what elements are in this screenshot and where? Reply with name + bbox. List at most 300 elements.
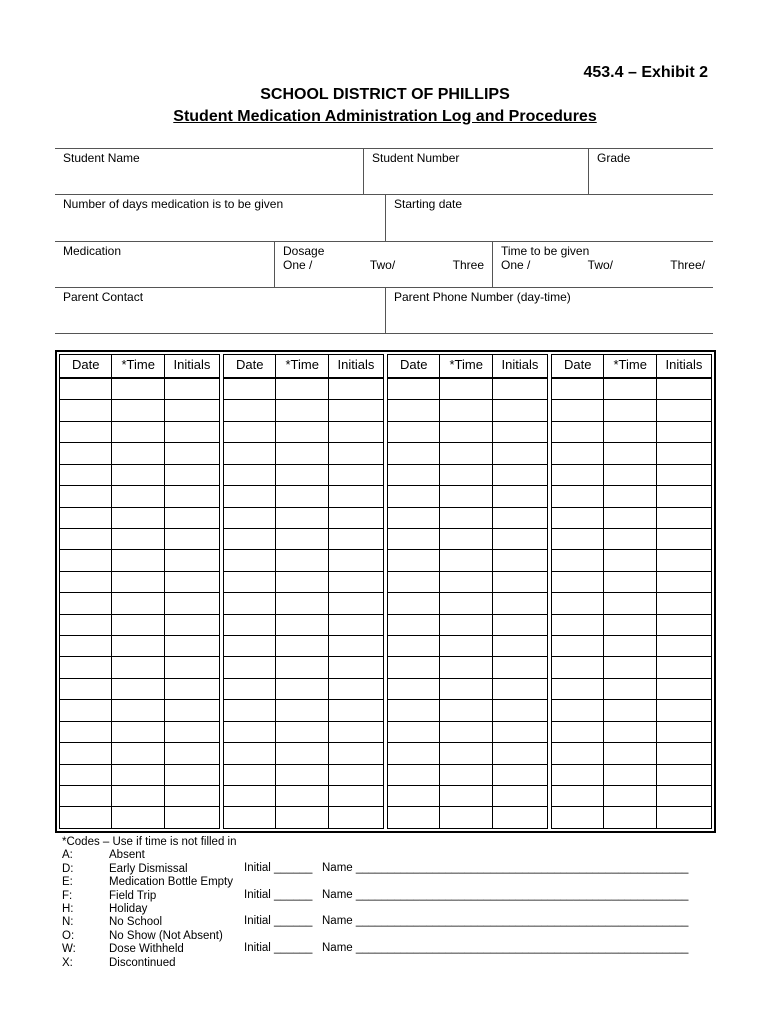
initials-cell[interactable]	[493, 529, 547, 549]
time-cell[interactable]	[604, 636, 656, 656]
initials-cell[interactable]	[165, 700, 219, 720]
time-cell[interactable]	[112, 615, 164, 635]
time-cell[interactable]	[276, 807, 328, 827]
initials-cell[interactable]	[493, 422, 547, 442]
date-cell[interactable]	[388, 765, 440, 785]
date-cell[interactable]	[388, 786, 440, 806]
time-cell[interactable]	[112, 636, 164, 656]
date-cell[interactable]	[388, 379, 440, 399]
date-cell[interactable]	[224, 807, 276, 827]
initials-cell[interactable]	[165, 572, 219, 592]
initials-cell[interactable]	[657, 422, 711, 442]
time-cell[interactable]	[440, 786, 492, 806]
code-letter: H:	[62, 903, 74, 916]
initials-cell[interactable]	[657, 807, 711, 827]
time-cell[interactable]	[276, 465, 328, 485]
starting-date-field[interactable]	[386, 195, 713, 241]
initials-cell[interactable]	[493, 593, 547, 613]
time-cell[interactable]	[440, 636, 492, 656]
name-field[interactable]: Name ____________________________________________________	[322, 889, 689, 901]
dosage-two: Two/	[369, 258, 396, 272]
log-row	[552, 807, 711, 827]
date-cell[interactable]	[224, 722, 276, 742]
initials-cell[interactable]	[493, 636, 547, 656]
initials-cell[interactable]	[165, 765, 219, 785]
signature-line[interactable]	[244, 889, 688, 901]
initials-cell[interactable]	[657, 743, 711, 763]
initials-cell[interactable]	[329, 572, 383, 592]
date-cell[interactable]	[552, 379, 604, 399]
date-cell[interactable]	[224, 700, 276, 720]
initials-cell[interactable]	[165, 657, 219, 677]
date-cell[interactable]	[60, 743, 112, 763]
time-cell[interactable]	[112, 508, 164, 528]
time-cell[interactable]	[112, 400, 164, 420]
date-cell[interactable]	[60, 807, 112, 827]
date-cell[interactable]	[224, 422, 276, 442]
date-cell[interactable]	[224, 765, 276, 785]
initials-cell[interactable]	[657, 400, 711, 420]
initials-cell[interactable]	[329, 786, 383, 806]
time-cell[interactable]	[440, 508, 492, 528]
date-cell[interactable]	[60, 593, 112, 613]
time-cell[interactable]	[440, 593, 492, 613]
date-cell[interactable]	[60, 422, 112, 442]
log-row	[552, 765, 711, 786]
date-cell[interactable]	[224, 465, 276, 485]
time-cell[interactable]	[604, 615, 656, 635]
initials-cell[interactable]	[657, 636, 711, 656]
log-row	[388, 443, 547, 464]
initials-cell[interactable]	[493, 550, 547, 570]
date-cell[interactable]	[224, 593, 276, 613]
initials-cell[interactable]	[165, 786, 219, 806]
initials-cell[interactable]	[493, 615, 547, 635]
date-cell[interactable]	[552, 508, 604, 528]
initials-cell[interactable]	[493, 786, 547, 806]
time-cell[interactable]	[112, 765, 164, 785]
date-cell[interactable]	[552, 443, 604, 463]
date-cell[interactable]	[552, 422, 604, 442]
date-cell[interactable]	[60, 379, 112, 399]
time-cell[interactable]	[604, 465, 656, 485]
initials-cell[interactable]	[329, 593, 383, 613]
date-cell[interactable]	[552, 657, 604, 677]
initials-cell[interactable]	[329, 722, 383, 742]
time-given-field[interactable]	[493, 242, 713, 287]
signature-line[interactable]	[244, 862, 688, 874]
log-row	[224, 679, 383, 700]
time-cell[interactable]	[112, 529, 164, 549]
time-cell[interactable]	[604, 657, 656, 677]
time-cell[interactable]	[112, 572, 164, 592]
initials-cell[interactable]	[165, 465, 219, 485]
initials-cell[interactable]	[657, 379, 711, 399]
date-cell[interactable]	[388, 508, 440, 528]
initials-cell[interactable]	[329, 615, 383, 635]
time-cell[interactable]	[604, 379, 656, 399]
date-cell[interactable]	[60, 550, 112, 570]
date-cell[interactable]	[388, 529, 440, 549]
name-field[interactable]: Name ____________________________________________________	[322, 862, 689, 874]
initials-cell[interactable]	[657, 657, 711, 677]
initials-cell[interactable]	[165, 615, 219, 635]
time-cell[interactable]	[604, 508, 656, 528]
initials-cell[interactable]	[493, 572, 547, 592]
initials-cell[interactable]	[657, 722, 711, 742]
time-cell[interactable]	[112, 443, 164, 463]
time-cell[interactable]	[440, 443, 492, 463]
date-cell[interactable]	[552, 786, 604, 806]
date-cell[interactable]	[60, 700, 112, 720]
date-cell[interactable]	[552, 615, 604, 635]
initials-cell[interactable]	[329, 486, 383, 506]
date-cell[interactable]	[60, 657, 112, 677]
time-given-label: Time to be given	[501, 244, 590, 258]
date-cell[interactable]	[552, 529, 604, 549]
date-cell[interactable]	[224, 529, 276, 549]
code-description: Field Trip	[109, 889, 157, 902]
initials-cell[interactable]	[165, 743, 219, 763]
time-cell[interactable]	[276, 422, 328, 442]
date-cell[interactable]	[224, 550, 276, 570]
log-row	[60, 657, 219, 678]
initials-cell[interactable]	[657, 679, 711, 699]
date-cell[interactable]	[552, 807, 604, 827]
date-cell[interactable]	[388, 593, 440, 613]
date-cell[interactable]	[388, 572, 440, 592]
log-header-row	[552, 355, 711, 379]
initials-cell[interactable]	[493, 508, 547, 528]
time-cell[interactable]	[112, 679, 164, 699]
time-cell[interactable]	[440, 486, 492, 506]
initials-cell[interactable]	[657, 550, 711, 570]
code-letter: A:	[62, 849, 73, 862]
date-cell[interactable]	[552, 722, 604, 742]
date-cell[interactable]	[388, 743, 440, 763]
date-cell[interactable]	[552, 486, 604, 506]
time-cell[interactable]	[440, 615, 492, 635]
initials-cell[interactable]	[165, 679, 219, 699]
time-cell[interactable]	[440, 400, 492, 420]
date-cell[interactable]	[388, 807, 440, 827]
initials-cell[interactable]	[493, 465, 547, 485]
parent-contact-field[interactable]	[55, 288, 386, 333]
date-cell[interactable]	[388, 550, 440, 570]
initials-cell[interactable]	[329, 679, 383, 699]
initials-cell[interactable]	[493, 679, 547, 699]
date-cell[interactable]	[60, 786, 112, 806]
code-letter: E:	[62, 876, 73, 889]
time-cell[interactable]	[276, 679, 328, 699]
initials-cell[interactable]	[493, 657, 547, 677]
date-cell[interactable]	[224, 486, 276, 506]
time-cell[interactable]	[276, 508, 328, 528]
time-cell[interactable]	[440, 679, 492, 699]
initials-cell[interactable]	[329, 422, 383, 442]
initials-cell[interactable]	[329, 700, 383, 720]
initials-cell[interactable]	[493, 700, 547, 720]
initials-cell[interactable]	[493, 379, 547, 399]
time-cell[interactable]	[604, 529, 656, 549]
log-row	[224, 422, 383, 443]
initials-cell[interactable]	[493, 807, 547, 827]
initials-cell[interactable]	[493, 743, 547, 763]
initials-cell[interactable]	[329, 465, 383, 485]
date-cell[interactable]	[388, 700, 440, 720]
time-cell[interactable]	[440, 657, 492, 677]
date-cell[interactable]	[60, 529, 112, 549]
time-cell[interactable]	[440, 765, 492, 785]
initials-cell[interactable]	[165, 400, 219, 420]
initial-field[interactable]: Initial ______	[244, 862, 313, 874]
initials-cell[interactable]	[657, 572, 711, 592]
student-name-field[interactable]	[55, 149, 364, 194]
initials-cell[interactable]	[657, 443, 711, 463]
initials-cell[interactable]	[165, 443, 219, 463]
date-cell[interactable]	[388, 486, 440, 506]
date-cell[interactable]	[552, 572, 604, 592]
time-cell[interactable]	[604, 765, 656, 785]
date-cell[interactable]	[552, 700, 604, 720]
time-cell[interactable]	[440, 743, 492, 763]
time-cell[interactable]	[440, 422, 492, 442]
log-row	[552, 615, 711, 636]
log-row	[552, 550, 711, 571]
initials-cell[interactable]	[165, 422, 219, 442]
time-cell[interactable]	[276, 722, 328, 742]
initials-cell[interactable]	[329, 508, 383, 528]
date-cell[interactable]	[388, 615, 440, 635]
date-cell[interactable]	[224, 615, 276, 635]
name-field[interactable]: Name ____________________________________________________	[322, 915, 689, 927]
initials-cell[interactable]	[165, 550, 219, 570]
initials-cell[interactable]	[329, 743, 383, 763]
time-cell[interactable]	[604, 593, 656, 613]
log-row	[224, 572, 383, 593]
initials-cell[interactable]	[165, 636, 219, 656]
initials-cell[interactable]	[329, 400, 383, 420]
student-number-field[interactable]	[364, 149, 589, 194]
time-cell[interactable]	[112, 550, 164, 570]
date-cell[interactable]	[60, 508, 112, 528]
time-cell[interactable]	[276, 443, 328, 463]
initials-cell[interactable]	[657, 615, 711, 635]
initials-cell[interactable]	[165, 722, 219, 742]
time-cell[interactable]	[112, 379, 164, 399]
student-info-form	[55, 148, 713, 334]
initials-cell[interactable]	[329, 765, 383, 785]
signature-line[interactable]	[244, 942, 688, 954]
time-cell[interactable]	[604, 422, 656, 442]
date-cell[interactable]	[388, 422, 440, 442]
initials-cell[interactable]	[657, 765, 711, 785]
date-cell[interactable]	[388, 400, 440, 420]
time-cell[interactable]	[112, 465, 164, 485]
initials-cell[interactable]	[657, 465, 711, 485]
date-cell[interactable]	[60, 679, 112, 699]
log-row	[60, 379, 219, 400]
date-cell[interactable]	[60, 486, 112, 506]
time-cell[interactable]	[276, 700, 328, 720]
medication-field[interactable]	[55, 242, 275, 287]
initials-cell[interactable]	[165, 508, 219, 528]
time-cell[interactable]	[604, 400, 656, 420]
time-cell[interactable]	[276, 636, 328, 656]
date-cell[interactable]	[388, 722, 440, 742]
time-cell[interactable]	[440, 700, 492, 720]
date-cell[interactable]	[224, 679, 276, 699]
date-cell[interactable]	[224, 400, 276, 420]
initials-cell[interactable]	[165, 486, 219, 506]
time-cell[interactable]	[112, 422, 164, 442]
time-cell[interactable]	[276, 786, 328, 806]
time-cell[interactable]	[604, 550, 656, 570]
log-row	[388, 636, 547, 657]
time-cell[interactable]	[440, 529, 492, 549]
time-cell[interactable]	[112, 807, 164, 827]
date-cell[interactable]	[60, 636, 112, 656]
time-cell[interactable]	[440, 465, 492, 485]
date-cell[interactable]	[552, 743, 604, 763]
initials-cell[interactable]	[329, 379, 383, 399]
signature-line[interactable]	[244, 915, 688, 927]
initials-cell[interactable]	[493, 443, 547, 463]
parent-phone-field[interactable]	[386, 288, 713, 333]
time-cell[interactable]	[604, 700, 656, 720]
date-cell[interactable]	[224, 636, 276, 656]
time-cell[interactable]	[440, 722, 492, 742]
date-cell[interactable]	[60, 465, 112, 485]
name-field[interactable]: Name ____________________________________________________	[322, 942, 689, 954]
initials-cell[interactable]	[165, 379, 219, 399]
time-cell[interactable]	[112, 743, 164, 763]
initials-cell[interactable]	[329, 636, 383, 656]
date-cell[interactable]	[552, 679, 604, 699]
time-cell[interactable]	[276, 615, 328, 635]
date-cell[interactable]	[224, 379, 276, 399]
date-cell[interactable]	[388, 657, 440, 677]
date-cell[interactable]	[224, 572, 276, 592]
initials-cell[interactable]	[657, 508, 711, 528]
code-item	[62, 863, 237, 876]
time-cell[interactable]	[440, 807, 492, 827]
initials-cell[interactable]	[657, 786, 711, 806]
time-cell[interactable]	[440, 572, 492, 592]
log-row	[60, 786, 219, 807]
dosage-field[interactable]	[275, 242, 493, 287]
date-cell[interactable]	[552, 636, 604, 656]
initials-cell[interactable]	[165, 807, 219, 827]
date-cell[interactable]	[60, 443, 112, 463]
initials-cell[interactable]	[329, 443, 383, 463]
initials-cell[interactable]	[657, 486, 711, 506]
date-cell[interactable]	[552, 550, 604, 570]
time-cell[interactable]	[276, 765, 328, 785]
initials-cell[interactable]	[657, 593, 711, 613]
date-cell[interactable]	[552, 465, 604, 485]
date-cell[interactable]	[388, 679, 440, 699]
time-cell[interactable]	[604, 443, 656, 463]
time-cell[interactable]	[112, 700, 164, 720]
date-cell[interactable]	[388, 465, 440, 485]
time-cell[interactable]	[440, 550, 492, 570]
log-row	[552, 636, 711, 657]
time-cell[interactable]	[604, 486, 656, 506]
time-cell[interactable]	[604, 679, 656, 699]
time-cell[interactable]	[112, 786, 164, 806]
log-row	[224, 400, 383, 421]
date-cell[interactable]	[224, 657, 276, 677]
date-cell[interactable]	[224, 443, 276, 463]
days-given-field[interactable]	[55, 195, 386, 241]
initial-field[interactable]: Initial ______	[244, 889, 313, 901]
time-cell[interactable]	[112, 657, 164, 677]
time-cell[interactable]	[604, 722, 656, 742]
time-cell[interactable]	[112, 486, 164, 506]
date-cell[interactable]	[224, 743, 276, 763]
log-row	[224, 443, 383, 464]
initials-cell[interactable]	[493, 486, 547, 506]
date-cell[interactable]	[60, 615, 112, 635]
initial-field[interactable]: Initial ______	[244, 942, 313, 954]
initials-cell[interactable]	[329, 529, 383, 549]
time-cell[interactable]	[276, 400, 328, 420]
time-cell[interactable]	[604, 572, 656, 592]
grade-field[interactable]	[589, 149, 713, 194]
initials-cell[interactable]	[165, 593, 219, 613]
date-cell[interactable]	[552, 593, 604, 613]
initials-cell[interactable]	[493, 400, 547, 420]
time-cell[interactable]	[276, 379, 328, 399]
time-cell[interactable]	[276, 593, 328, 613]
log-row	[388, 807, 547, 827]
time-cell[interactable]	[276, 529, 328, 549]
time-cell[interactable]	[604, 786, 656, 806]
time-cell[interactable]	[112, 722, 164, 742]
log-row	[60, 593, 219, 614]
initials-cell[interactable]	[329, 807, 383, 827]
time-cell[interactable]	[604, 807, 656, 827]
date-cell[interactable]	[60, 722, 112, 742]
time-cell[interactable]	[440, 379, 492, 399]
time-cell[interactable]	[276, 550, 328, 570]
initials-cell[interactable]	[329, 550, 383, 570]
date-cell[interactable]	[552, 765, 604, 785]
time-cell[interactable]	[276, 743, 328, 763]
time-cell[interactable]	[112, 593, 164, 613]
date-cell[interactable]	[60, 572, 112, 592]
time-cell[interactable]	[276, 486, 328, 506]
date-cell[interactable]	[388, 443, 440, 463]
initials-cell[interactable]	[657, 700, 711, 720]
date-cell[interactable]	[224, 786, 276, 806]
initials-cell[interactable]	[165, 529, 219, 549]
time-cell[interactable]	[276, 657, 328, 677]
date-cell[interactable]	[60, 400, 112, 420]
initials-cell[interactable]	[329, 657, 383, 677]
date-cell[interactable]	[60, 765, 112, 785]
date-cell[interactable]	[224, 508, 276, 528]
time-cell[interactable]	[276, 572, 328, 592]
initials-cell[interactable]	[493, 765, 547, 785]
time-cell[interactable]	[604, 743, 656, 763]
date-cell[interactable]	[552, 400, 604, 420]
initial-field[interactable]: Initial ______	[244, 915, 313, 927]
initials-cell[interactable]	[657, 529, 711, 549]
date-cell[interactable]	[388, 636, 440, 656]
initials-cell[interactable]	[493, 722, 547, 742]
